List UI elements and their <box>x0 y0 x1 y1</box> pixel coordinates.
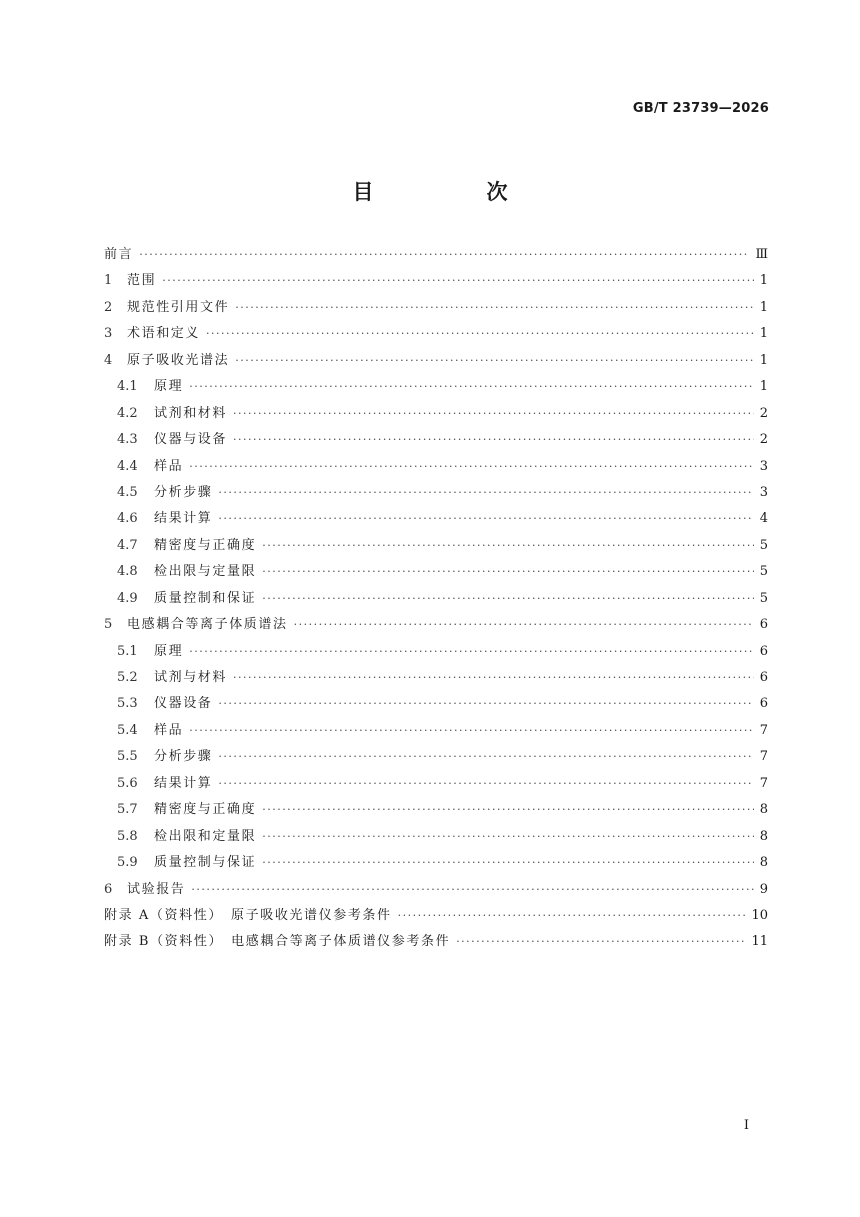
toc-entry[interactable] <box>104 692 768 718</box>
toc-entry-page: 1 <box>759 352 768 368</box>
table-of-contents <box>104 243 768 957</box>
toc-entry[interactable] <box>104 851 768 877</box>
toc-dot-leader <box>218 750 753 763</box>
toc-entry[interactable] <box>104 930 768 956</box>
toc-entry-page: Ⅲ <box>755 247 768 262</box>
toc-entry-number: 5.6 <box>117 775 138 791</box>
toc-entry-page: 1 <box>759 273 768 289</box>
toc-dot-leader <box>233 433 754 446</box>
toc-entry-label: 样品 <box>154 458 184 474</box>
toc-dot-leader <box>189 380 754 393</box>
toc-entry-number: 5.3 <box>117 696 138 712</box>
toc-entry-label: 原理 <box>154 643 184 659</box>
toc-entry-label: 附录 B（资料性） 电感耦合等离子体质谱仪参考条件 <box>104 934 451 950</box>
toc-dot-leader <box>262 830 754 843</box>
toc-entry-page: 3 <box>759 484 768 500</box>
toc-entry-number: 5.9 <box>117 855 138 871</box>
toc-entry-number: 4.6 <box>117 511 138 527</box>
toc-entry-label: 分析步骤 <box>154 484 213 500</box>
toc-entry-label: 范围 <box>127 273 157 289</box>
toc-entry-page: 8 <box>759 802 768 818</box>
toc-entry[interactable] <box>104 613 768 639</box>
toc-entry-number: 4.3 <box>117 432 138 448</box>
toc-entry-page: 3 <box>759 458 768 474</box>
toc-entry[interactable] <box>104 269 768 295</box>
toc-dot-leader <box>206 327 754 340</box>
toc-entry-label: 检出限与定量限 <box>154 564 257 580</box>
toc-entry[interactable] <box>104 719 768 745</box>
toc-dot-leader <box>262 856 754 869</box>
toc-dot-leader <box>189 460 754 473</box>
toc-dot-leader <box>262 539 754 552</box>
toc-entry-number: 5.5 <box>117 749 138 765</box>
toc-entry-number: 4.8 <box>117 564 138 580</box>
toc-entry-page: 2 <box>759 432 768 448</box>
toc-entry-page: 7 <box>759 775 768 791</box>
toc-dot-leader <box>294 618 754 631</box>
toc-entry[interactable] <box>104 534 768 560</box>
toc-entry-page: 4 <box>759 511 768 527</box>
toc-entry-page: 10 <box>751 907 768 923</box>
toc-entry[interactable] <box>104 878 768 904</box>
toc-entry-label: 结果计算 <box>154 775 213 791</box>
toc-dot-leader <box>218 486 753 499</box>
toc-entry-number: 6 <box>104 881 113 897</box>
toc-entry-label: 规范性引用文件 <box>127 299 230 315</box>
toc-entry-label: 分析步骤 <box>154 749 213 765</box>
toc-entry-number: 4.7 <box>117 537 138 553</box>
toc-dot-leader <box>262 592 754 605</box>
toc-entry-label: 试剂与材料 <box>154 670 228 685</box>
toc-dot-leader <box>191 883 753 896</box>
toc-entry-number: 5.8 <box>117 828 138 844</box>
toc-entry[interactable] <box>104 375 768 401</box>
toc-entry[interactable] <box>104 587 768 613</box>
toc-dot-leader <box>456 935 745 948</box>
toc-entry-number: 1 <box>104 273 113 289</box>
toc-entry-label: 质量控制和保证 <box>154 590 257 606</box>
toc-dot-leader <box>398 909 746 922</box>
toc-entry-label: 原理 <box>154 379 184 395</box>
toc-entry[interactable] <box>104 243 768 269</box>
toc-entry[interactable] <box>104 428 768 454</box>
toc-entry[interactable] <box>104 402 768 428</box>
toc-entry-page: 9 <box>759 881 768 897</box>
toc-entry[interactable] <box>104 666 768 692</box>
toc-entry-page: 7 <box>759 749 768 765</box>
toc-entry[interactable] <box>104 322 768 348</box>
toc-entry-page: 8 <box>759 828 768 844</box>
toc-entry-label: 原子吸收光谱法 <box>127 352 230 368</box>
toc-entry[interactable] <box>104 904 768 930</box>
toc-entry-label: 结果计算 <box>154 511 213 527</box>
toc-dot-leader <box>235 301 754 314</box>
toc-entry-label: 检出限和定量限 <box>154 828 257 844</box>
toc-entry-number: 5 <box>104 617 113 633</box>
toc-entry[interactable] <box>104 560 768 586</box>
toc-entry[interactable] <box>104 640 768 666</box>
toc-entry-page: 6 <box>759 643 768 659</box>
toc-entry-number: 5.1 <box>117 643 138 659</box>
toc-entry-label: 样品 <box>154 722 184 738</box>
toc-entry-number: 5.4 <box>117 722 138 738</box>
toc-entry-page: 6 <box>759 617 768 633</box>
toc-entry-page: 2 <box>759 405 768 421</box>
toc-entry-page: 1 <box>759 299 768 315</box>
toc-entry-label: 试验报告 <box>127 881 186 897</box>
toc-entry-label: 术语和定义 <box>127 326 201 342</box>
toc-dot-leader <box>218 697 753 710</box>
toc-entry-page: 1 <box>759 326 768 342</box>
toc-entry-page: 7 <box>759 722 768 738</box>
toc-dot-leader <box>218 777 753 790</box>
toc-entry[interactable] <box>104 507 768 533</box>
toc-dot-leader <box>262 565 754 578</box>
toc-entry-number: 4.5 <box>117 484 138 500</box>
toc-entry-page: 1 <box>759 379 768 395</box>
toc-entry-label: 电感耦合等离子体质谱法 <box>127 617 288 633</box>
toc-dot-leader <box>233 407 754 420</box>
toc-entry-number: 4.9 <box>117 590 138 606</box>
standard-code: GB/T 23739—2026 <box>632 101 769 116</box>
toc-entry-number: 4 <box>104 352 113 368</box>
toc-entry-page: 6 <box>759 670 768 685</box>
toc-entry[interactable] <box>104 296 768 322</box>
toc-entry-page: 5 <box>759 590 768 606</box>
toc-entry-label: 精密度与正确度 <box>154 802 257 818</box>
toc-dot-leader <box>189 645 754 658</box>
toc-dot-leader <box>139 248 749 261</box>
toc-entry-number: 4.4 <box>117 458 138 474</box>
toc-entry-page: 11 <box>751 934 768 950</box>
page-number: Ⅰ <box>743 1118 749 1133</box>
toc-entry-number: 3 <box>104 326 113 342</box>
toc-dot-leader <box>233 671 754 684</box>
toc-entry-label: 仪器与设备 <box>154 432 228 448</box>
toc-entry-label: 精密度与正确度 <box>154 537 257 553</box>
toc-entry[interactable] <box>104 455 768 481</box>
toc-entry-page: 6 <box>759 696 768 712</box>
toc-entry-number: 2 <box>104 299 113 315</box>
toc-entry-number: 4.1 <box>117 379 138 395</box>
toc-title: 目 次 <box>352 180 554 204</box>
toc-entry[interactable] <box>104 772 768 798</box>
toc-entry[interactable] <box>104 825 768 851</box>
toc-entry-label: 附录 A（资料性） 原子吸收光谱仪参考条件 <box>104 907 392 923</box>
toc-dot-leader <box>162 274 754 287</box>
toc-entry-label: 前言 <box>104 247 134 262</box>
toc-entry[interactable] <box>104 481 768 507</box>
toc-dot-leader <box>218 512 753 525</box>
toc-entry[interactable] <box>104 349 768 375</box>
toc-entry-label: 质量控制与保证 <box>154 855 257 871</box>
toc-entry-page: 8 <box>759 855 768 871</box>
toc-entry[interactable] <box>104 745 768 771</box>
toc-dot-leader <box>189 724 754 737</box>
toc-dot-leader <box>262 803 754 816</box>
toc-entry-label: 试剂和材料 <box>154 405 228 421</box>
toc-entry-number: 5.7 <box>117 802 138 818</box>
toc-entry-number: 5.2 <box>117 670 138 685</box>
toc-entry-label: 仪器设备 <box>154 696 213 712</box>
toc-entry[interactable] <box>104 798 768 824</box>
toc-dot-leader <box>235 354 754 367</box>
toc-entry-number: 4.2 <box>117 405 138 421</box>
toc-entry-page: 5 <box>759 537 768 553</box>
toc-entry-page: 5 <box>759 564 768 580</box>
